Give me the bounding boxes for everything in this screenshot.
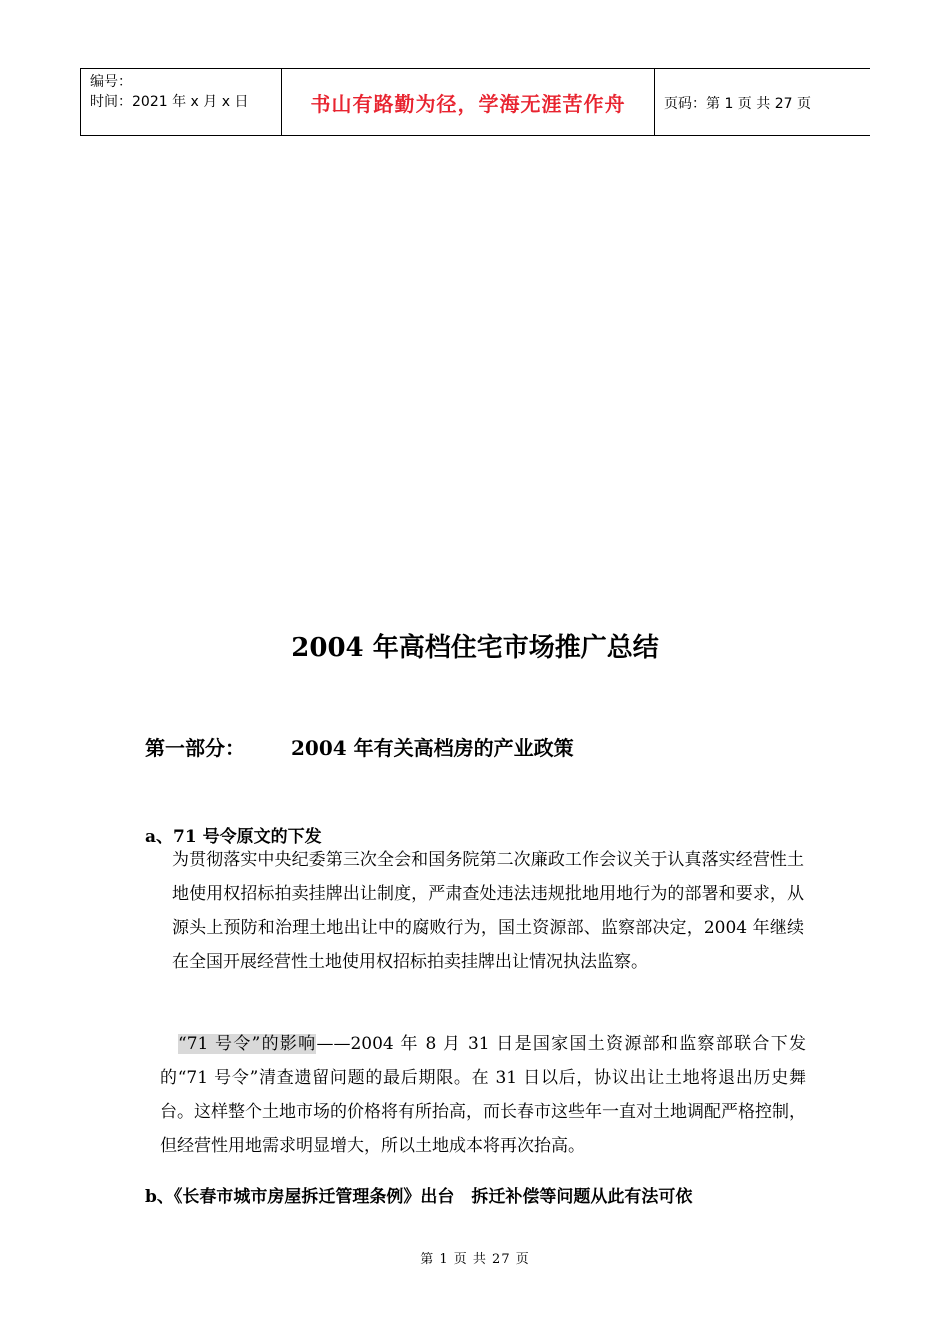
section-a-heading: a、71 号令原文的下发 bbox=[145, 827, 322, 847]
part-label: 第一部分： bbox=[145, 736, 245, 760]
header-motto: 书山有路勤为径，学海无涯苦作舟 bbox=[310, 92, 626, 116]
header-top-rule bbox=[80, 68, 870, 69]
header-border-left bbox=[80, 68, 81, 136]
section-a-paragraph: 为贯彻落实中央纪委第三次全会和国务院第二次廉政工作会议关于认真落实经营性土地使用权招标拍卖挂牌出让制度，严肃查处违法违规批地用地行为的部署和要求，从源头上预防和治理土地出让中的腐败行为，国土资源部、监察部决定，2004 年继续在全国开展经营性土地使用权招标拍卖挂牌出让情况执法监察。 bbox=[172, 850, 804, 972]
number-label: 编号： bbox=[90, 74, 132, 90]
header-divider-2 bbox=[654, 68, 655, 136]
influence-text: ——2004 年 8 月 31 日是国家国土资源部和监察部联合下发的“71 号令”清查遗留问题的最后期限。在 31 日以后，协议出让土地将退出历史舞台。这样整个土地市场的价格将有所抬高，而长春市这些年一直对土地调配严格控制，但经营性用地需求明显增大，所以土地成本将再次抬高。 bbox=[160, 1034, 806, 1156]
part-title: 2004 年有关高档房的产业政策 bbox=[291, 736, 574, 760]
influence-highlight: “71 号令”的影响 bbox=[178, 1034, 317, 1054]
header-meta bbox=[90, 72, 280, 112]
page-footer: 第 1 页 共 27 页 bbox=[420, 1252, 530, 1267]
section-b-heading: b、《长春市城市房屋拆迁管理条例》出台 拆迁补偿等问题从此有法可依 bbox=[145, 1187, 693, 1207]
document-title: 2004 年高档住宅市场推广总结 bbox=[291, 633, 659, 663]
part-heading bbox=[145, 732, 574, 761]
header-bottom-rule bbox=[80, 135, 870, 136]
influence-paragraph bbox=[160, 1027, 806, 1163]
time-label: 时间：2021 年 x 月 x 日 bbox=[90, 94, 249, 110]
header-page-info: 页码：第 1 页 共 27 页 bbox=[664, 96, 811, 112]
